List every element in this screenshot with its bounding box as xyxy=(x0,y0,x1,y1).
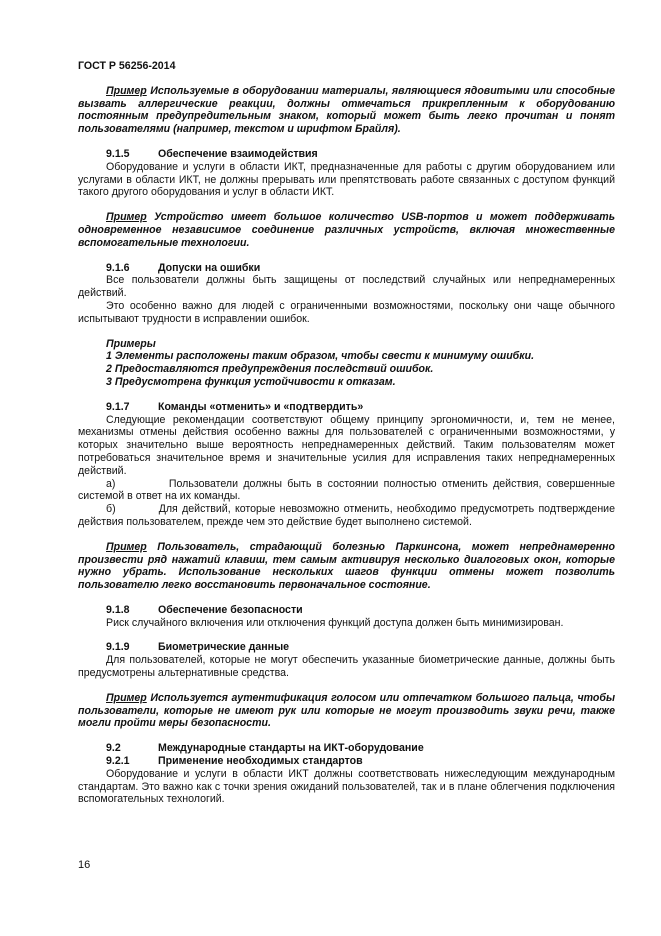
section-title: Обеспечение безопасности xyxy=(158,603,303,616)
page-number: 16 xyxy=(78,859,91,871)
section-title: Допуски на ошибки xyxy=(158,261,261,274)
example-text: Устройство имеет большое количество USB-портов и может поддерживать одновременное независимое соединение различных устройств, включая множественные вспомогательные технологии. xyxy=(78,211,615,249)
section-heading xyxy=(78,755,615,768)
paragraph: Риск случайного включения или отключения функций доступа должен быть минимизирован. xyxy=(106,616,564,629)
section-number: 9.1.5 xyxy=(106,147,130,160)
section-heading xyxy=(78,148,615,161)
example-note xyxy=(78,85,615,136)
example-note xyxy=(78,541,615,592)
example-label: Пример xyxy=(106,84,147,97)
section-title: Применение необходимых стандартов xyxy=(158,755,363,768)
paragraph: Все пользователи должны быть защищены от последствий случайных или непреднамеренных действий. xyxy=(78,274,615,300)
example-text: Используемые в оборудовании материалы, являющиеся ядовитыми или способные вызвать аллергические реакции, должны отмечаться прикрепленным к оборудованию постоянным предупредительным знаком, который может быть легко прочитан и понят пользователями (например, текстом и шрифтом Брайля). xyxy=(78,84,615,136)
section-number: 9.1.9 xyxy=(106,641,130,654)
example-label: Пример xyxy=(106,691,147,704)
example-item: 2 Предоставляются предупреждения последствий ошибок. xyxy=(106,363,434,376)
section-number: 9.2.1 xyxy=(106,755,130,768)
example-note xyxy=(78,211,615,249)
section-title: Команды «отменить» и «подтвердить» xyxy=(158,400,364,413)
document-page xyxy=(78,60,615,806)
document-header: ГОСТ Р 56256-2014 xyxy=(78,60,176,72)
paragraph: Следующие рекомендации соответствуют общему принципу эргономичности, и, тем не менее, механизмы отмены действия особенно важны для пользователей с ограниченными возможностями, у которых значительно выше вероятность непреднамеренных действий. Таким пользователям может потребоваться значительное время и значительные усилия для исправления таких непреднамеренных действий. xyxy=(78,413,615,477)
examples-label: Примеры xyxy=(106,337,156,350)
example-label: Пример xyxy=(106,211,147,224)
section-heading xyxy=(78,401,615,414)
list-item xyxy=(78,478,615,504)
example-text: Используется аутентификация голосом или отпечатком большого пальца, чтобы пользователи, которые не имеют рук или которые не могут производить звуки речи, также могли пройти меры безопасности. xyxy=(78,691,615,730)
paragraph: Оборудование и услуги в области ИКТ, предназначенные для работы с другим оборудованием или услугами в области ИКТ, не должны прерывать или препятствовать работе связанных с доступом функций такого другого оборудования и услуг в области ИКТ. xyxy=(78,160,615,199)
example-note xyxy=(78,692,615,730)
example-text: Пользователь, страдающий болезнью Паркинсона, может непреднамеренно произвести ряд нажатий клавиш, тем самым активируя несколько диалоговых окон, которые нужно убрать. Использование нескольких шагов функции отмены может позволить пользователю легко восстановить первоначальное состояние. xyxy=(78,540,615,592)
paragraph: Это особенно важно для людей с ограниченными возможностями, поскольку они чаще обычного испытывают трудности в исправлении ошибок. xyxy=(78,299,615,325)
section-number: 9.1.8 xyxy=(106,603,130,616)
list-marker: а) xyxy=(106,477,116,490)
section-heading xyxy=(78,742,615,755)
section-heading xyxy=(78,641,615,654)
list-marker: б) xyxy=(106,503,116,516)
section-heading xyxy=(78,604,615,617)
paragraph: Оборудование и услуги в области ИКТ должны соответствовать нижеследующим международным стандартам. Это важно как с точки зрения ожиданий пользователей, так и в плане облегчения подключения вспомогательных технологий. xyxy=(78,767,615,806)
section-number: 9.2 xyxy=(106,742,121,755)
section-heading xyxy=(78,262,615,275)
section-number: 9.1.6 xyxy=(106,261,130,274)
example-label: Пример xyxy=(106,540,147,553)
section-title: Биометрические данные xyxy=(158,641,290,654)
list-item xyxy=(78,503,615,529)
section-title: Обеспечение взаимодействия xyxy=(158,147,318,160)
list-text: Для действий, которые невозможно отменить, необходимо предусмотреть подтверждение действия пользователем, прежде чем это действие будет выполнено системой. xyxy=(78,503,615,528)
section-number: 9.1.7 xyxy=(106,400,130,413)
paragraph: Для пользователей, которые не могут обеспечить указанные биометрические данные, должны быть предусмотрены альтернативные средства. xyxy=(78,654,615,680)
example-item: 3 Предусмотрена функция устойчивости к отказам. xyxy=(106,375,396,388)
list-text: Пользователи должны быть в состоянии полностью отменить действия, совершенные системой в ответ на их команды. xyxy=(78,477,615,503)
example-item: 1 Элементы расположены таким образом, чтобы свести к минимуму ошибки. xyxy=(106,350,535,363)
section-title: Международные стандарты на ИКТ-оборудование xyxy=(158,742,424,755)
